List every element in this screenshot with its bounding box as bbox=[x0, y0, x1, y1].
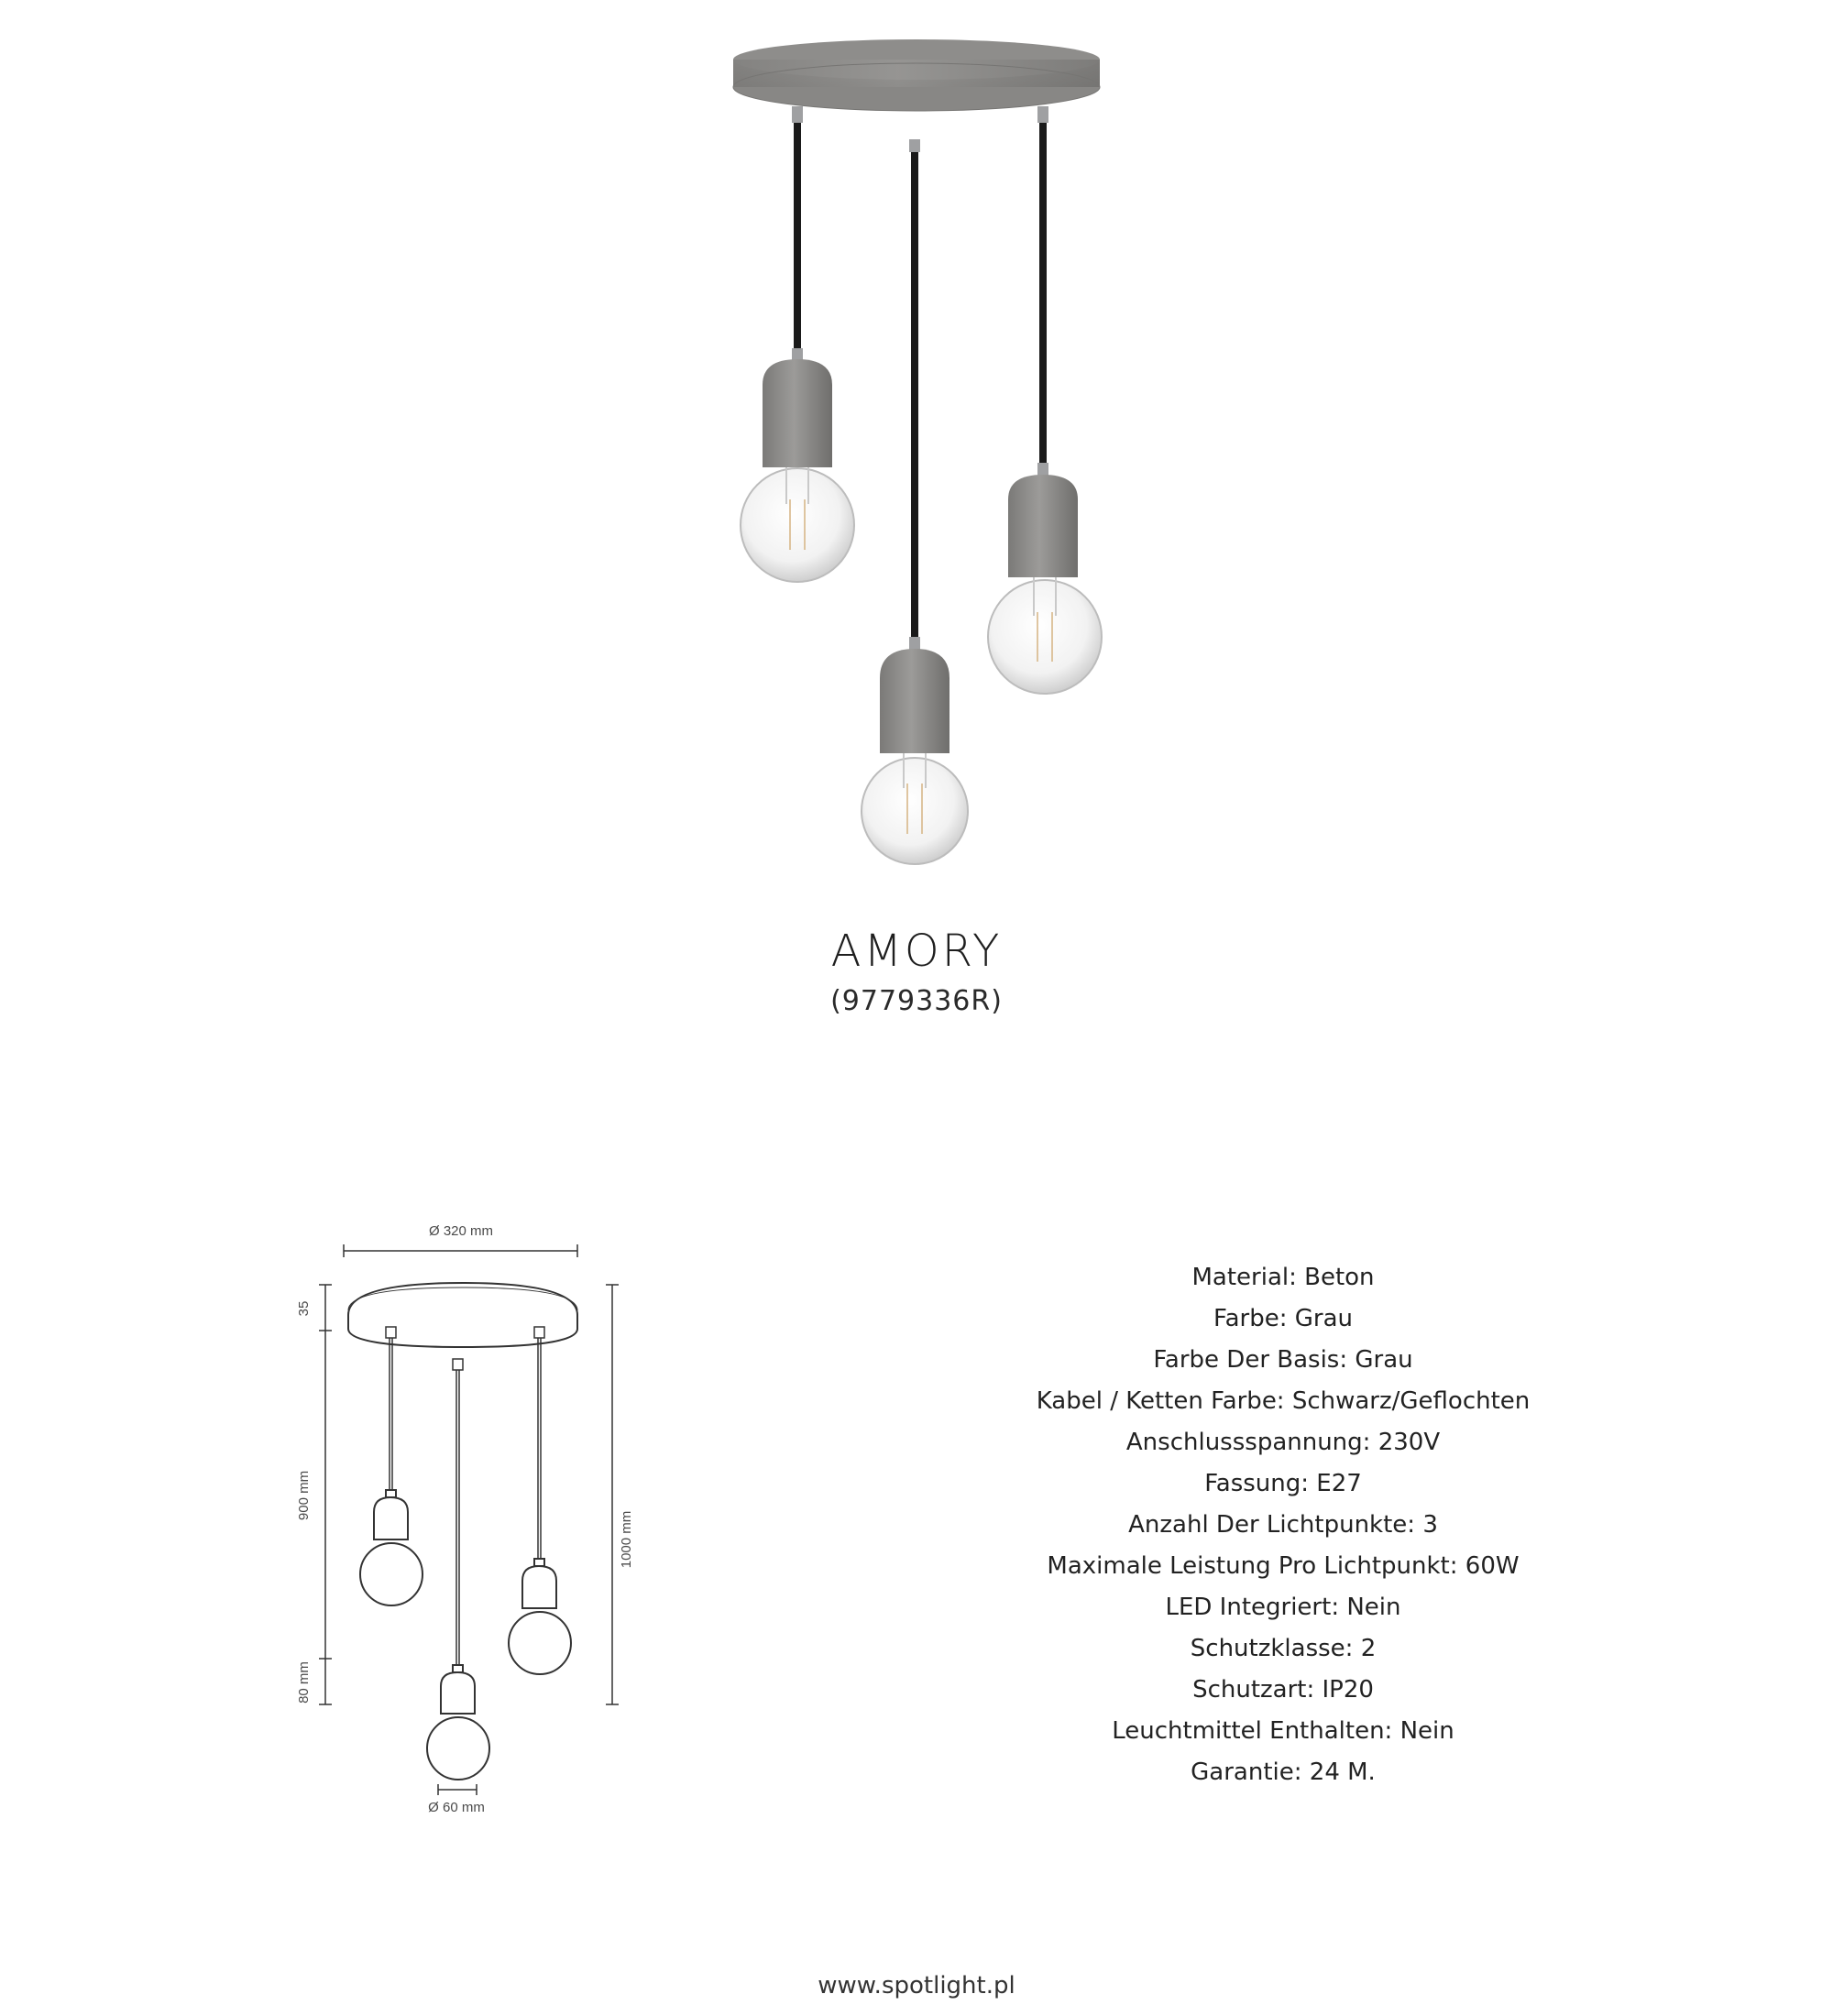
pendant-left bbox=[741, 359, 854, 582]
product-photo bbox=[687, 37, 1146, 880]
product-title: AMORY bbox=[830, 926, 1003, 977]
canopy bbox=[733, 39, 1100, 111]
spec-light-points: Anzahl Der Lichtpunkte: 3 bbox=[1128, 1511, 1438, 1539]
bulb-length-label: 80 mm bbox=[296, 1661, 312, 1704]
dimension-drawing bbox=[275, 1210, 660, 1814]
spec-base-color: Farbe Der Basis: Grau bbox=[1153, 1346, 1413, 1374]
total-height-label: 1000 mm bbox=[619, 1510, 634, 1569]
pendant-middle bbox=[862, 649, 968, 864]
spec-socket: Fassung: E27 bbox=[1204, 1470, 1362, 1497]
spec-warranty: Garantie: 24 M. bbox=[1191, 1759, 1376, 1786]
spec-material: Material: Beton bbox=[1191, 1264, 1375, 1291]
cable-length-label: 900 mm bbox=[296, 1470, 312, 1521]
spec-color: Farbe: Grau bbox=[1213, 1305, 1353, 1332]
footer-url[interactable]: www.spotlight.pl bbox=[818, 1972, 1015, 2000]
spec-ip-rating: Schutzart: IP20 bbox=[1192, 1676, 1374, 1704]
bulb-diameter-label: Ø 60 mm bbox=[428, 1800, 485, 1814]
diameter-canopy-label: Ø 320 mm bbox=[428, 1223, 494, 1239]
canopy-height-label: 35 bbox=[296, 1300, 312, 1317]
spec-max-power: Maximale Leistung Pro Lichtpunkt: 60W bbox=[1047, 1552, 1520, 1580]
spec-led: LED Integriert: Nein bbox=[1165, 1594, 1401, 1621]
spec-voltage: Anschlussspannung: 230V bbox=[1125, 1429, 1441, 1456]
spec-cable-color: Kabel / Ketten Farbe: Schwarz/Geflochten bbox=[1036, 1387, 1531, 1415]
product-code: (9779336R) bbox=[830, 985, 1003, 1017]
spec-bulbs-included: Leuchtmittel Enthalten: Nein bbox=[1112, 1717, 1454, 1745]
spec-list bbox=[962, 1257, 1604, 1793]
pendant-right bbox=[988, 475, 1102, 694]
spec-protection-class: Schutzklasse: 2 bbox=[1190, 1635, 1377, 1662]
